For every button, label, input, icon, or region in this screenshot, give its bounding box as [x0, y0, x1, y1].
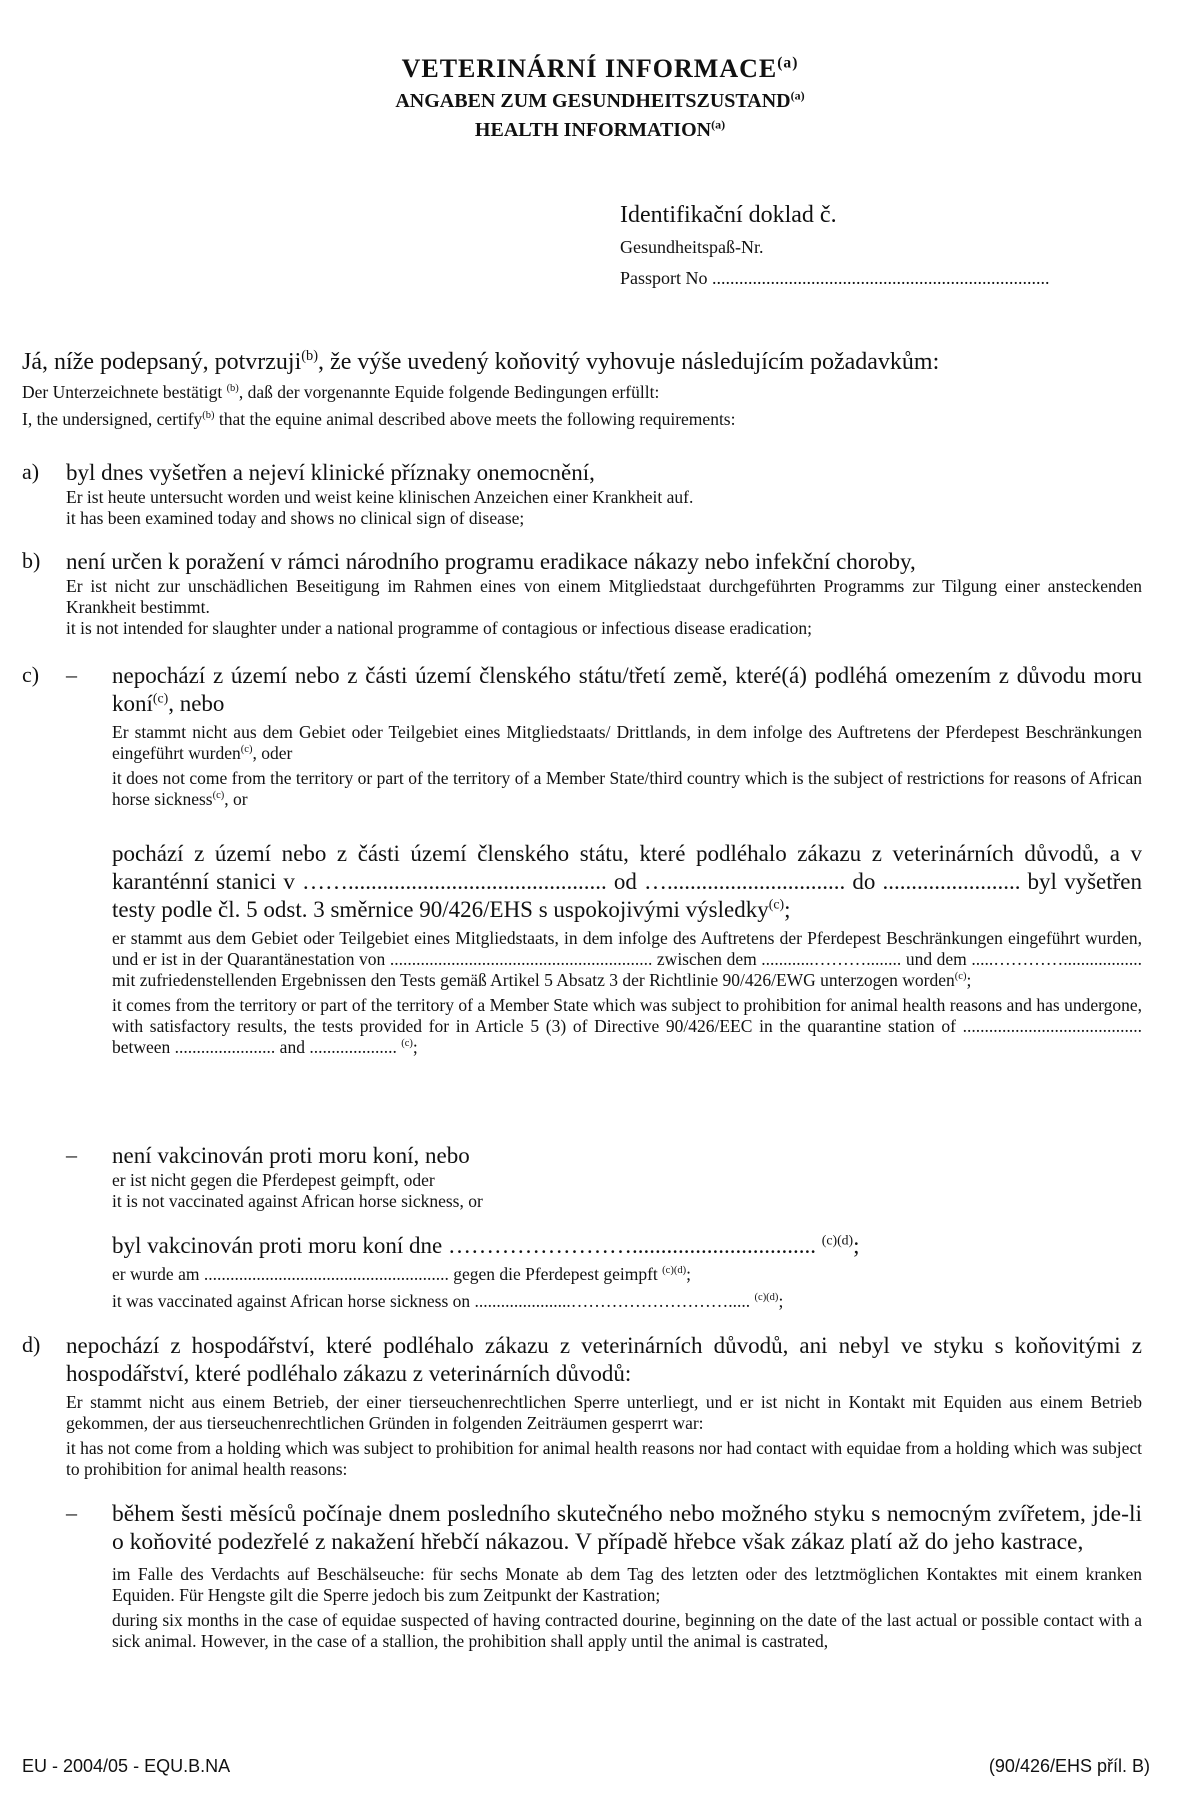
footer-right: (90/426/EHS příl. B) [988, 1756, 1150, 1776]
intro-block [22, 348, 1142, 430]
item-c-p4-de: er wurde am ........................................................ gegen die Pferdepest geimpft $^{(c)(d)}$; [112, 1264, 691, 1284]
item-b-label: b) [22, 548, 41, 573]
item-c-part-4 [112, 1232, 1142, 1312]
item-b-cz: není určen k poražení v rámci národního programu eradikace nákazy nebo infekční choroby, [66, 549, 916, 574]
passport-number-field: Passport No ........................................................................... [620, 268, 1050, 288]
title-de: ANGABEN ZUM GESUNDHEITSZUSTAND$^{(a)}$ [395, 88, 805, 112]
item-c-p2-en: it comes from the territory or part of the territory of a Member State which was subject to prohibition for animal health reasons and has undergone, with satisfactory results, the tests provided for in Article 5 (3) of Directive 90/426/EEC in the quarantine station of ......................................... between ....................... and .................... $^{(c)}$; [112, 995, 1142, 1057]
item-c-dash-2: – [66, 1142, 77, 1167]
item-c-p1-en: it does not come from the territory or part of the territory of a Member State/third country which is the subject of restrictions for reasons of African horse sickness$^{(c)}$, or [112, 768, 1142, 809]
identification-block [620, 202, 1050, 289]
item-c-label: c) [22, 662, 40, 687]
item-d-cz: nepochází z hospodářství, které podléhalo zákazu z veterinárních důvodů, ani nebyl ve styku s koňovitými z hospodářství, které podléhalo zákazu z veterinárních důvodů: [66, 1333, 1142, 1386]
header [0, 54, 1200, 142]
item-c-p2-de: er stammt aus dem Gebiet oder Teilgebiet eines Mitgliedstaats, in dem infolge des Auftretens der Pferdepest Beschränkungen eingeführt wurden, und er ist in der Quarantänestation von ............................................................ zwischen dem ............………........ und dem .....………….................. mit zufriedenstellenden Ergebnissen den Tests gemäß Artikel 5 Absatz 3 der Richtlinie 90/426/EWG unterzogen worden$^{(c)}$; [112, 928, 1142, 990]
item-b-de: Er ist nicht zur unschädlichen Beseitigung im Rahmen eines von einem Mitgliedstaat durchgeführten Programms zur Tilgung einer ansteckenden Krankheit bestimmt. [66, 576, 1142, 617]
title-cz: VETERINÁRNÍ INFORMACE$^{(a)}$ [401, 54, 799, 83]
item-c-p2-cz: pochází z území nebo z části území členského státu, které podléhalo zákazu z veterinárních důvodů, a v karanténní stanici v ……............................................. od …............................... do ........................ byl vyšetřen testy podle čl. 5 odst. 3 směrnice 90/426/EHS s uspokojivými výsledky$^{(c)}$; [112, 841, 1142, 922]
item-c-p4-en: it was vaccinated against African horse sickness on ......................………………………..... $^{(c)(d)}$; [112, 1291, 784, 1311]
item-c-part-3 [112, 1142, 1142, 1212]
item-a [66, 459, 1142, 529]
item-d-s1-cz: během šesti měsíců počínaje dnem posledního skutečného nebo možného styku s nemocným zvířetem, jde-li o koňovité podezřelé z nakažení hřebčí nákazou. V případě hřebce však zákaz platí až do jeho kastrace, [112, 1501, 1142, 1555]
footer-left: EU - 2004/05 - EQU.B.NA [22, 1756, 231, 1776]
item-d-s1-en: during six months in the case of equidae suspected of having contracted dourine, beginning on the date of the last actual or possible contact with a sick animal. However, in the case of a stallion, the prohibition shall apply until the animal is castrated, [112, 1610, 1142, 1651]
intro-en: I, the undersigned, certify$^{(b)}$ that the equine animal described above meets the following requirements: [22, 409, 736, 429]
item-c-p3-de: er ist nicht gegen die Pferdepest geimpft, oder [112, 1170, 435, 1190]
item-c-p3-en: it is not vaccinated against African horse sickness, or [112, 1191, 483, 1211]
intro-cz: Já, níže podepsaný, potvrzuji$^{(b)}$, že výše uvedený koňovitý vyhovuje následujícím požadavkům: [22, 348, 940, 375]
item-c-p1-cz: nepochází z území nebo z části území členského státu/třetí země, které(á) podléhá omezením z důvodu moru koní$^{(c)}$, nebo [112, 663, 1142, 716]
item-a-en: it has been examined today and shows no clinical sign of disease; [66, 508, 525, 528]
item-d-en: it has not come from a holding which was subject to prohibition for animal health reasons nor had contact with equidae from a holding which was subject to prohibition for animal health reasons: [66, 1438, 1142, 1479]
item-d [66, 1332, 1142, 1480]
item-b-en: it is not intended for slaughter under a national programme of contagious or infectious disease eradication; [66, 618, 812, 638]
item-b [66, 548, 1142, 639]
item-c-part-2 [112, 840, 1142, 1058]
intro-de: Der Unterzeichnete bestätigt $^{(b)}$, daß der vorgenannte Equide folgende Bedingungen erfüllt: [22, 382, 660, 402]
item-d-sub-1 [112, 1500, 1142, 1652]
item-c-p3-cz: není vakcinován proti moru koní, nebo [112, 1143, 470, 1168]
item-c-dash-1: – [66, 662, 77, 687]
item-a-cz: byl dnes vyšetřen a nejeví klinické příznaky onemocnění, [66, 460, 595, 485]
identification-de: Gesundheitspaß-Nr. [620, 237, 764, 257]
item-d-label: d) [22, 1332, 41, 1357]
title-en: HEALTH INFORMATION$^{(a)}$ [474, 117, 726, 141]
item-d-s1-de: im Falle des Verdachts auf Beschälseuche: für sechs Monate ab dem Tag des letzten oder des letztmöglichen Kontaktes mit einem kranken Equiden. Für Hengste gilt die Sperre jedoch bis zum Zeitpunkt der Kastration; [112, 1564, 1142, 1605]
item-d-de: Er stammt nicht aus einem Betrieb, der einer tierseuchenrechtlichen Sperre unterliegt, und er ist nicht in Kontakt mit Equiden aus einem Betrieb gekommen, der aus tierseuchenrechtlichen Gründen in folgenden Zeiträumen gesperrt war: [66, 1392, 1142, 1433]
item-c-p1-de: Er stammt nicht aus dem Gebiet oder Teilgebiet eines Mitgliedstaats/ Drittlands, in dem infolge des Auftretens der Pferdepest Beschränkungen eingeführt wurden$^{(c)}$, oder [112, 722, 1142, 763]
item-d-dash: – [66, 1500, 77, 1525]
identification-cz: Identifikační doklad č. [620, 202, 837, 228]
item-a-label: a) [22, 459, 40, 484]
item-c-p4-cz: byl vakcinován proti moru koní dne ……………………................................ $^{(c)(d)}$; [112, 1232, 860, 1258]
item-a-de: Er ist heute untersucht worden und weist keine klinischen Anzeichen einer Krankheit auf. [66, 487, 694, 507]
item-c-part-1 [112, 662, 1142, 810]
